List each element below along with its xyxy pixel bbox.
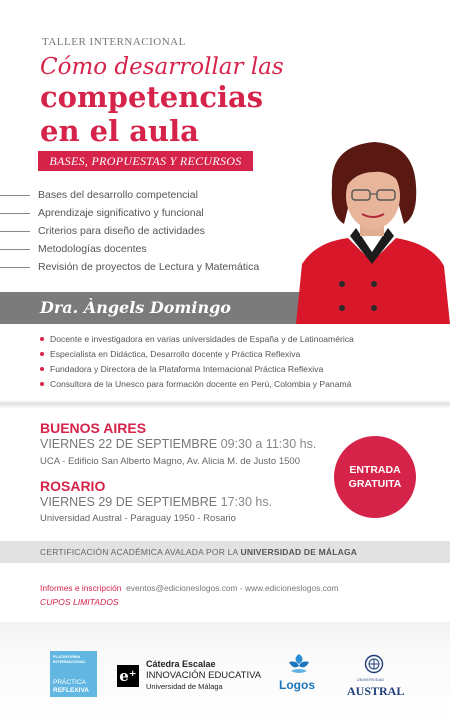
limited-seats-note: CUPOS LIMITADOS (40, 597, 119, 607)
bullet-dot-icon (40, 352, 44, 356)
austral-crest-icon (364, 654, 384, 676)
title-line-1: Cómo desarrollar las (40, 54, 284, 80)
topic-line (0, 213, 30, 214)
subtitle-banner: BASES, PROPUESTAS Y RECURSOS (38, 151, 253, 171)
event-time: 17:30 hs. (220, 495, 273, 509)
topic-line (0, 195, 30, 196)
logos-wave-icon (286, 652, 312, 676)
bio-item (40, 334, 354, 344)
topic-label: Revisión de proyectos de Lectura y Matemática (38, 261, 260, 273)
topic-line (0, 231, 30, 232)
topic-item (0, 222, 205, 240)
badge-line-1: ENTRADA (349, 464, 401, 476)
practica-logo-small-text: PLATAFORMA INTERNACIONAL (53, 654, 87, 664)
contact-info (40, 583, 339, 593)
catedra-mark-icon: e⁺ (117, 665, 139, 687)
certification-text (40, 547, 357, 557)
bio-item (40, 379, 351, 389)
bio-text: Docente e investigadora en varias universidades de España y de Latinoamérica (50, 334, 354, 344)
contact-label: Informes e inscripción (40, 583, 122, 593)
topic-item (0, 258, 259, 276)
bio-text: Especialista en Didáctica, Desarrollo docente y Práctica Reflexiva (50, 349, 301, 359)
topic-label: Metodologías docentes (38, 243, 147, 255)
catedra-name: Cátedra Escalae (146, 659, 216, 669)
practica-reflexiva-logo (50, 651, 97, 697)
bio-item (40, 364, 323, 374)
certification-label: CERTIFICACIÓN ACADÉMICA AVALADA POR LA (40, 547, 238, 557)
event-type-label: TALLER INTERNACIONAL (42, 36, 186, 48)
catedra-university: Universidad de Málaga (146, 682, 223, 691)
bio-text: Consultora de la Unesco para formación docente en Perú, Colombia y Panamá (50, 379, 352, 389)
topic-item (0, 240, 147, 258)
badge-line-2: GRATUITA (348, 478, 402, 490)
event-date-line (40, 495, 272, 509)
event-date: VIERNES 22 DE SEPTIEMBRE (40, 437, 218, 451)
bullet-dot-icon (40, 337, 44, 341)
speaker-photo (296, 132, 450, 324)
speaker-name: Dra. Àngels Domingo (40, 298, 231, 317)
contact-links[interactable]: eventos@edicioneslogos.com - www.edicioneslogos.com (126, 583, 339, 593)
title-line-2: competencias (40, 80, 264, 114)
topic-label: Aprendizaje significativo y funcional (38, 207, 204, 219)
topic-label: Bases del desarrollo competencial (38, 189, 198, 201)
topic-line (0, 249, 30, 250)
event-date-line (40, 437, 316, 451)
event-venue: UCA - Edificio San Alberto Magno, Av. Alicia M. de Justo 1500 (40, 456, 300, 467)
event-city: ROSARIO (40, 478, 106, 494)
event-time: 09:30 a 11:30 hs. (220, 437, 317, 451)
topic-item (0, 186, 198, 204)
practica-logo-word: PRÁCTICA (53, 679, 86, 686)
topic-label: Criterios para diseño de actividades (38, 225, 205, 237)
bio-item (40, 349, 300, 359)
event-venue: Universidad Austral - Paraguay 1950 - Rosario (40, 513, 236, 524)
reflexiva-logo-word: REFLEXIVA (53, 687, 89, 694)
logos-logo-word: Logos (279, 678, 315, 692)
austral-logo-word: AUSTRAL (347, 684, 405, 698)
catedra-subtitle: INNOVACIÓN EDUCATIVA (146, 670, 262, 681)
bullet-dot-icon (40, 382, 44, 386)
bullet-dot-icon (40, 367, 44, 371)
catedra-escalae-logo (117, 659, 261, 692)
title-line-3: en el aula (40, 114, 199, 148)
topic-item (0, 204, 204, 222)
certification-university: UNIVERSIDAD DE MÁLAGA (240, 547, 358, 557)
bio-text: Fundadora y Directora de la Plataforma Internacional Práctica Reflexiva (50, 364, 324, 374)
event-city: BUENOS AIRES (40, 420, 147, 436)
topic-line (0, 267, 30, 268)
section-divider (0, 400, 450, 409)
austral-small-label: UNIVERSIDAD (357, 678, 385, 682)
event-date: VIERNES 29 DE SEPTIEMBRE (40, 495, 218, 509)
free-entry-badge (334, 436, 416, 518)
